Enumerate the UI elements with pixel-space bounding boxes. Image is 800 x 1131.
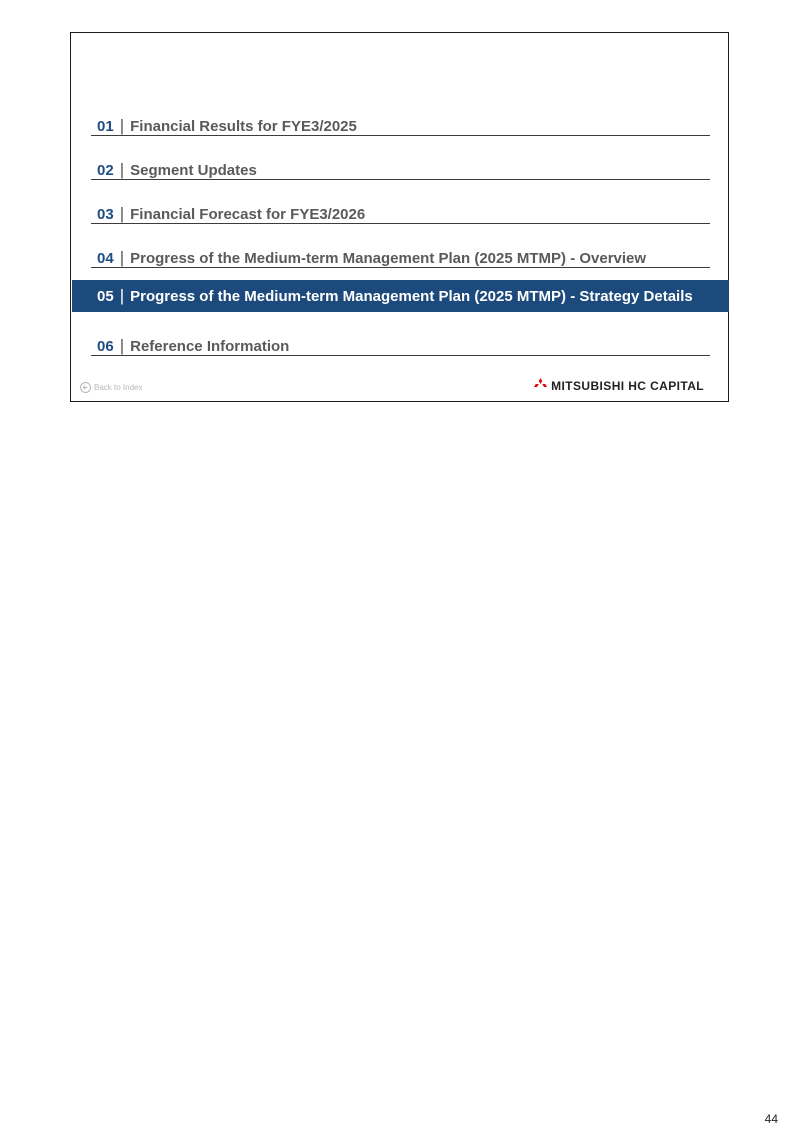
- toc-separator: |: [119, 248, 125, 267]
- toc-row[interactable]: [91, 243, 710, 273]
- logo-wordmark: MITSUBISHI HC CAPITAL: [551, 379, 704, 393]
- toc-item-05-active[interactable]: [91, 287, 710, 331]
- toc-separator: |: [119, 336, 125, 355]
- toc-item-02[interactable]: [91, 155, 710, 199]
- slide-frame: [70, 32, 729, 402]
- toc-title: Financial Forecast for FYE3/2026: [130, 205, 366, 223]
- toc-row[interactable]: [91, 111, 710, 141]
- toc-row[interactable]: [91, 331, 710, 361]
- toc-divider: [91, 135, 710, 136]
- toc-item-06[interactable]: [91, 331, 710, 375]
- toc-divider: [91, 179, 710, 180]
- toc-number: 03: [97, 205, 114, 223]
- toc-divider: [91, 223, 710, 224]
- toc-row-highlighted[interactable]: [72, 280, 729, 312]
- toc-title: Financial Results for FYE3/2025: [130, 117, 357, 135]
- toc-number: 05: [97, 287, 114, 305]
- company-logo: [534, 377, 704, 395]
- back-to-index-label[interactable]: Back to Index: [94, 383, 143, 392]
- toc-title: Progress of the Medium-term Management Plan (2025 MTMP) - Strategy Details: [130, 287, 693, 305]
- arrow-left-circle-icon[interactable]: [80, 382, 91, 393]
- three-diamonds-icon: [534, 377, 547, 395]
- toc-number: 02: [97, 161, 114, 179]
- table-of-contents: [91, 111, 710, 375]
- toc-item-03[interactable]: [91, 199, 710, 243]
- toc-number: 06: [97, 337, 114, 355]
- back-to-index-link[interactable]: [80, 382, 142, 393]
- toc-row[interactable]: [91, 199, 710, 229]
- toc-title: Progress of the Medium-term Management Plan (2025 MTMP) - Overview: [130, 249, 647, 267]
- toc-item-01[interactable]: [91, 111, 710, 155]
- page-number: 44: [764, 1112, 778, 1126]
- toc-number: 01: [97, 117, 114, 135]
- toc-title: Segment Updates: [130, 161, 257, 179]
- toc-separator: |: [119, 160, 125, 179]
- toc-separator: |: [119, 204, 125, 223]
- toc-row[interactable]: [91, 155, 710, 185]
- toc-separator: |: [119, 116, 125, 135]
- toc-title: Reference Information: [130, 337, 290, 355]
- toc-divider: [91, 355, 710, 356]
- toc-separator: |: [119, 286, 125, 305]
- toc-number: 04: [97, 249, 114, 267]
- toc-divider: [91, 267, 710, 268]
